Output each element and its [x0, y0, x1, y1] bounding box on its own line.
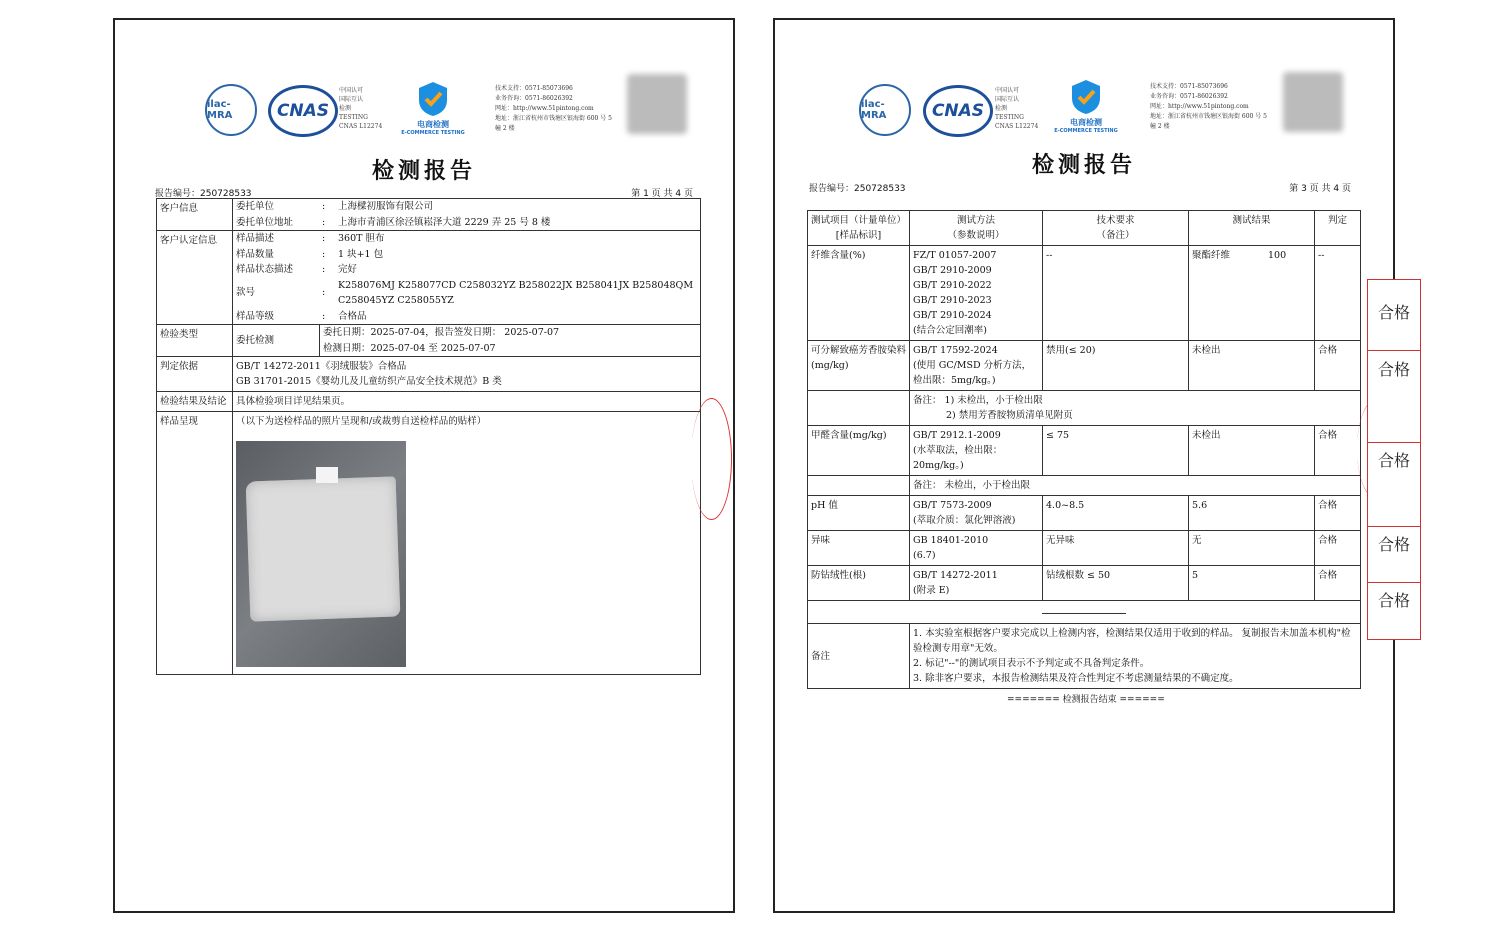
callout-label: 合格 [1377, 303, 1410, 322]
contact-line: 技术支持：0571-85073696 [495, 85, 573, 92]
table-row: 客户认定信息 样品描述 : 360T 胆布 样品数量 : 1 块+1 包 样品状态描述 : 完好 款号 : K258076MJ K258077CD C258032YZ B258022JX B258041JX B258048QM C258045YZ C258055YZ 样品等级 : 合格品 [157, 231, 701, 325]
test-item: 可分解致癌芳香胺染料(mg/kg) [808, 341, 910, 391]
callout-label: 合格 [1377, 591, 1410, 610]
cnas-accreditation-text: 中国认可 国际互认 检测 TESTING CNAS L12274 [995, 87, 1039, 130]
row-label: 客户认定信息 [157, 231, 233, 325]
field-value: 上海樑初服饰有限公司 [338, 201, 434, 212]
table-row [808, 426, 1361, 476]
method-line: GB/T 2910-2023 [913, 295, 992, 306]
method-line: GB/T 2912.1-2009 [913, 430, 1001, 441]
table-row [808, 246, 1361, 341]
result: 未检出 [1189, 341, 1315, 391]
result-value: 100 [1268, 250, 1287, 261]
judgement: 合格 [1315, 531, 1361, 566]
contact-line: 业务咨询：0571-86026392 [495, 95, 573, 102]
contact-line: 幢 2 楼 [1150, 123, 1170, 130]
col-header: 测试结果 [1189, 211, 1315, 246]
table-row [808, 496, 1361, 531]
field-value: 完好 [338, 264, 358, 275]
field-label: 样品描述 [236, 233, 275, 244]
judgement: 合格 [1315, 566, 1361, 601]
remark-label: 备注 [808, 624, 910, 689]
contact-line: 业务咨询：0571-86026392 [1150, 93, 1228, 100]
test-item: 异味 [808, 531, 910, 566]
result: 无 [1189, 531, 1315, 566]
report-title: 检测报告 [371, 158, 476, 184]
requirement: 无异味 [1043, 531, 1189, 566]
report-number: 报告编号：250728533 [809, 184, 906, 194]
dates-line: 委托日期：2025-07-04，报告签发日期： 2025-07-07 [323, 327, 560, 338]
result: 未检出 [1189, 426, 1315, 476]
contact-block [1150, 82, 1267, 132]
result-value: 具体检验项目详见结果页。 [233, 392, 701, 412]
contact-line: 地址：浙江省杭州市钱塘区银海街 600 号 5 [1150, 113, 1267, 120]
row-label: 检验结果及结论 [157, 392, 233, 412]
callout-label: 合格 [1377, 451, 1410, 470]
field-label: 款号 [236, 287, 256, 299]
method-line: GB/T 2910-2024 [913, 310, 992, 321]
row-label: 样品呈现 [157, 412, 233, 675]
test-item: pH 值 [808, 496, 910, 531]
field-value: 合格品 [338, 310, 367, 322]
basis-line: GB 31701-2015《婴幼儿及儿童纺织产品安全技术规范》B 类 [236, 376, 502, 387]
table-row [157, 357, 701, 392]
method-line: (附录 E) [913, 585, 950, 596]
requirement: 钻绒根数 ≤ 50 [1043, 566, 1189, 601]
judgement-callout-box [1367, 279, 1421, 640]
judgement: 合格 [1315, 426, 1361, 476]
col-header: 测试项目（计量单位） [811, 215, 907, 226]
test-item: 纤维含量(%) [808, 246, 910, 341]
remark-line: 1. 本实验室根据客户要求完成以上检测内容，检测结果仅适用于收到的样品。 复制报告未加盖本机构"检验检测专用章"无效。 [913, 628, 1351, 654]
method-line: GB/T 17592-2024 [913, 345, 998, 356]
report-end-marker: ======= 检测报告结束 ====== [1007, 695, 1165, 705]
ilac-mra-logo: ilac-MRA [859, 84, 911, 136]
remark-row [808, 624, 1361, 689]
field-value: K258076MJ K258077CD C258032YZ B258022JX B258041JX B258048QM [338, 279, 694, 291]
table-row [157, 392, 701, 412]
sample-tag-image [316, 467, 338, 483]
field-value: 1 块+1 包 [338, 248, 384, 260]
sample-photo [236, 441, 406, 667]
basis-line: GB/T 14272-2011《羽绒服装》合格品 [236, 361, 407, 372]
col-header: 测试方法 [956, 215, 995, 226]
callout-label: 合格 [1377, 535, 1410, 554]
ec-label-en: E-COMMERCE TESTING [401, 130, 465, 136]
report-title: 检测报告 [1031, 152, 1136, 178]
report-page-3 [773, 18, 1395, 913]
ec-label-cn: 电商检测 [1070, 118, 1102, 127]
note-line: 2) 禁用芳香胺物质清单见附页 [946, 410, 1073, 421]
result-text: 聚酯纤维 [1192, 250, 1231, 261]
cnas-logo: CNAS [268, 85, 338, 137]
divider [1042, 613, 1126, 614]
qr-code [1283, 72, 1343, 132]
col-header: 技术要求 [1096, 215, 1135, 226]
report-info-table [156, 198, 701, 675]
requirement: ≤ 75 [1043, 426, 1189, 476]
judgement: -- [1315, 246, 1361, 341]
method-line: GB/T 2910-2009 [913, 265, 992, 276]
cnas-accreditation-text: 中国认可 国际互认 检测 TESTING CNAS L12274 [339, 87, 383, 130]
row-label: 判定依据 [157, 357, 233, 392]
method-line: (使用 GC/MSD 分析方法， [913, 360, 1032, 371]
contact-line: 技术支持：0571-85073696 [1150, 83, 1228, 90]
method-line: 检出限：5mg/kg。) [913, 375, 996, 386]
col-header-sub: （备注） [1096, 230, 1135, 241]
result: 5 [1189, 566, 1315, 601]
separator-row [808, 601, 1361, 624]
method-line: (水萃取法，检出限： [913, 445, 1003, 456]
results-table [807, 210, 1361, 689]
method-line: 20mg/kg。) [913, 460, 964, 471]
col-header: 判定 [1315, 211, 1361, 246]
ilac-mra-logo: ilac-MRA [205, 84, 257, 136]
page-info: 第 3 页 共 4 页 [1289, 184, 1351, 194]
dates-line: 检测日期：2025-07-04 至 2025-07-07 [323, 342, 496, 354]
remark-line: 3. 除非客户要求，本报告检测结果及符合性判定不考虑测量结果的不确定度。 [913, 673, 1239, 684]
table-row [808, 566, 1361, 601]
judgement: 合格 [1315, 496, 1361, 531]
table-row: 客户信息 委托单位 : 上海樑初服饰有限公司 委托单位地址 : 上海市青浦区徐泾镇崧泽大道 2229 弄 25 号 8 楼 [157, 199, 701, 231]
method-line: (结合公定回潮率) [913, 325, 987, 336]
field-value: 委托检测 [233, 325, 320, 356]
contact-line: 网址：http://www.51pintong.com [1150, 103, 1249, 110]
table-row [157, 412, 701, 675]
red-seal-stamp [691, 398, 732, 520]
test-item: 防钻绒性(根) [808, 566, 910, 601]
page-info: 第 1 页 共 4 页 [631, 189, 693, 199]
report-number: 报告编号：250728533 [155, 189, 252, 199]
field-label: 委托单位地址 [236, 216, 294, 228]
note-line: 备注： 未检出，小于检出限 [910, 476, 1361, 496]
test-item: 甲醛含量(mg/kg) [808, 426, 910, 476]
field-value: 360T 胆布 [338, 233, 385, 244]
contact-line: 网址：http://www.51pintong.com [495, 105, 594, 112]
row-label: 客户信息 [157, 199, 233, 231]
ecommerce-shield-icon [1069, 78, 1103, 116]
row-label: 检验类型 [157, 325, 233, 357]
callout-label: 合格 [1377, 360, 1410, 379]
col-header-sub: [样品标识] [835, 230, 882, 241]
note-row [808, 476, 1361, 496]
photo-caption: （以下为送检样品的照片呈现和/或裁剪自送检样品的贴样） [236, 416, 487, 427]
remark-line: 2. 标记"--"的测试项目表示不予判定或不具备判定条件。 [913, 658, 1150, 669]
field-label: 委托单位 [236, 201, 275, 212]
table-row [808, 341, 1361, 391]
requirement: 禁用(≤ 20) [1043, 341, 1189, 391]
report-page-1 [113, 18, 735, 913]
note-row [808, 391, 1361, 426]
ecommerce-shield-icon [416, 80, 450, 118]
contact-line: 地址：浙江省杭州市钱塘区银海街 600 号 5 [495, 115, 612, 122]
contact-line: 幢 2 楼 [495, 125, 515, 132]
cnas-logo: CNAS [923, 85, 993, 137]
test-method [910, 246, 1043, 341]
method-line: GB/T 14272-2011 [913, 570, 998, 581]
result [1189, 246, 1315, 341]
qr-code [627, 74, 687, 134]
ec-label-en: E-COMMERCE TESTING [1054, 128, 1118, 134]
result: 5.6 [1189, 496, 1315, 531]
judgement: 合格 [1315, 341, 1361, 391]
field-label: 样品数量 [236, 248, 275, 260]
field-value: C258045YZ C258055YZ [338, 295, 454, 306]
method-line: GB/T 7573-2009 [913, 500, 992, 511]
field-value: 上海市青浦区徐泾镇崧泽大道 2229 弄 25 号 8 楼 [338, 216, 551, 228]
contact-block [495, 84, 612, 134]
table-row [808, 531, 1361, 566]
col-header-sub: （参数说明） [947, 230, 1005, 241]
header-row [808, 211, 1361, 246]
field-label: 样品状态描述 [236, 264, 294, 275]
ec-label-cn: 电商检测 [417, 120, 449, 129]
method-line: (萃取介质：氯化钾溶液) [913, 515, 1016, 526]
sample-bag-image [246, 476, 401, 621]
method-line: GB 18401-2010 [913, 535, 989, 546]
table-row [157, 325, 701, 357]
note-line: 备注： 1) 未检出，小于检出限 [913, 395, 1043, 406]
field-label: 样品等级 [236, 310, 275, 322]
method-line: (6.7) [913, 550, 936, 561]
method-line: GB/T 2910-2022 [913, 280, 992, 291]
method-line: FZ/T 01057-2007 [913, 250, 997, 261]
requirement: 4.0~8.5 [1043, 496, 1189, 531]
requirement: -- [1043, 246, 1189, 341]
